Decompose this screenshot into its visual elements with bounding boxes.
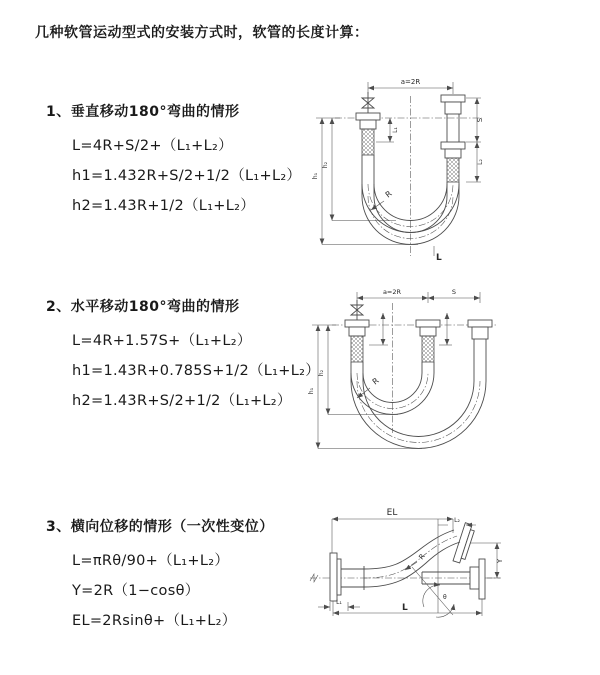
section-heading: 3、横向位移的情形（一次性变位）: [46, 519, 274, 535]
dim-label-h1: h₁: [308, 387, 315, 395]
dimension-lines: [318, 508, 504, 616]
hose-connector-right-moved: [468, 320, 492, 345]
dim-label-l: L: [402, 603, 408, 613]
diagram-lateral-displacement: [300, 503, 600, 653]
dim-label-h1: h₁: [312, 172, 319, 180]
hose-curves: [351, 345, 486, 448]
dim-label-span: a=2R: [382, 288, 402, 296]
section-heading: 2、水平移动180°弯曲的情形: [46, 299, 240, 315]
dim-label-l2: L₂: [454, 517, 460, 524]
diagram-vertical-180-bend: [300, 70, 600, 265]
diagram-horizontal-180-bend: [300, 283, 600, 468]
formula-line: Y=2R（1−cosθ）: [72, 583, 200, 599]
dim-label-r: R: [417, 552, 427, 562]
dim-label-l2: L₂: [477, 159, 484, 165]
dim-label-el: EL: [386, 508, 398, 518]
flange-left: [330, 553, 364, 601]
dim-label-s: S: [476, 117, 484, 123]
dim-label-theta: θ: [443, 594, 447, 601]
valve-icon: [362, 92, 374, 113]
dim-label-r: R: [370, 376, 381, 387]
pipe-lower-right: [422, 559, 485, 599]
dim-label-h2: h₂: [322, 161, 329, 169]
dimension-lines: [308, 288, 480, 449]
dim-label-h2: h₂: [318, 369, 325, 377]
hose-connector-middle: [416, 320, 440, 362]
hose-connector-left: [356, 113, 380, 155]
dim-label-y: Y: [496, 558, 504, 564]
formula-line: h1=1.432R+S/2+1/2（L₁+L₂）: [72, 168, 302, 184]
dim-label-span: a=2R: [400, 78, 421, 86]
formula-line: EL=2Rsinθ+（L₁+L₂）: [72, 613, 237, 629]
page-title: 几种软管运动型式的安装方式时，软管的长度计算：: [35, 25, 369, 41]
hose-connector-left: [345, 320, 369, 362]
formula-line: L=πRθ/90+（L₁+L₂）: [72, 553, 230, 569]
hose-s-curve: [364, 530, 460, 587]
construction-lines: [412, 519, 454, 617]
formula-line: h2=1.43R+1/2（L₁+L₂）: [72, 198, 256, 214]
formula-line: h2=1.43R+S/2+1/2（L₁+L₂）: [72, 393, 292, 409]
section-heading: 1、垂直移动180°弯曲的情形: [46, 104, 240, 120]
dim-label-l1: L₁: [392, 127, 399, 133]
formula-line: h1=1.43R+0.785S+1/2（L₁+L₂）: [72, 363, 321, 379]
hose-connector-right: [441, 95, 465, 182]
dim-label-r: R: [383, 189, 394, 200]
dim-label-l: L: [436, 253, 442, 263]
dim-label-s: S: [451, 288, 457, 296]
formula-line: L=4R+S/2+（L₁+L₂）: [72, 138, 233, 154]
dim-label-l1: L₁: [336, 599, 342, 606]
formula-line: L=4R+1.57S+（L₁+L₂）: [72, 333, 252, 349]
